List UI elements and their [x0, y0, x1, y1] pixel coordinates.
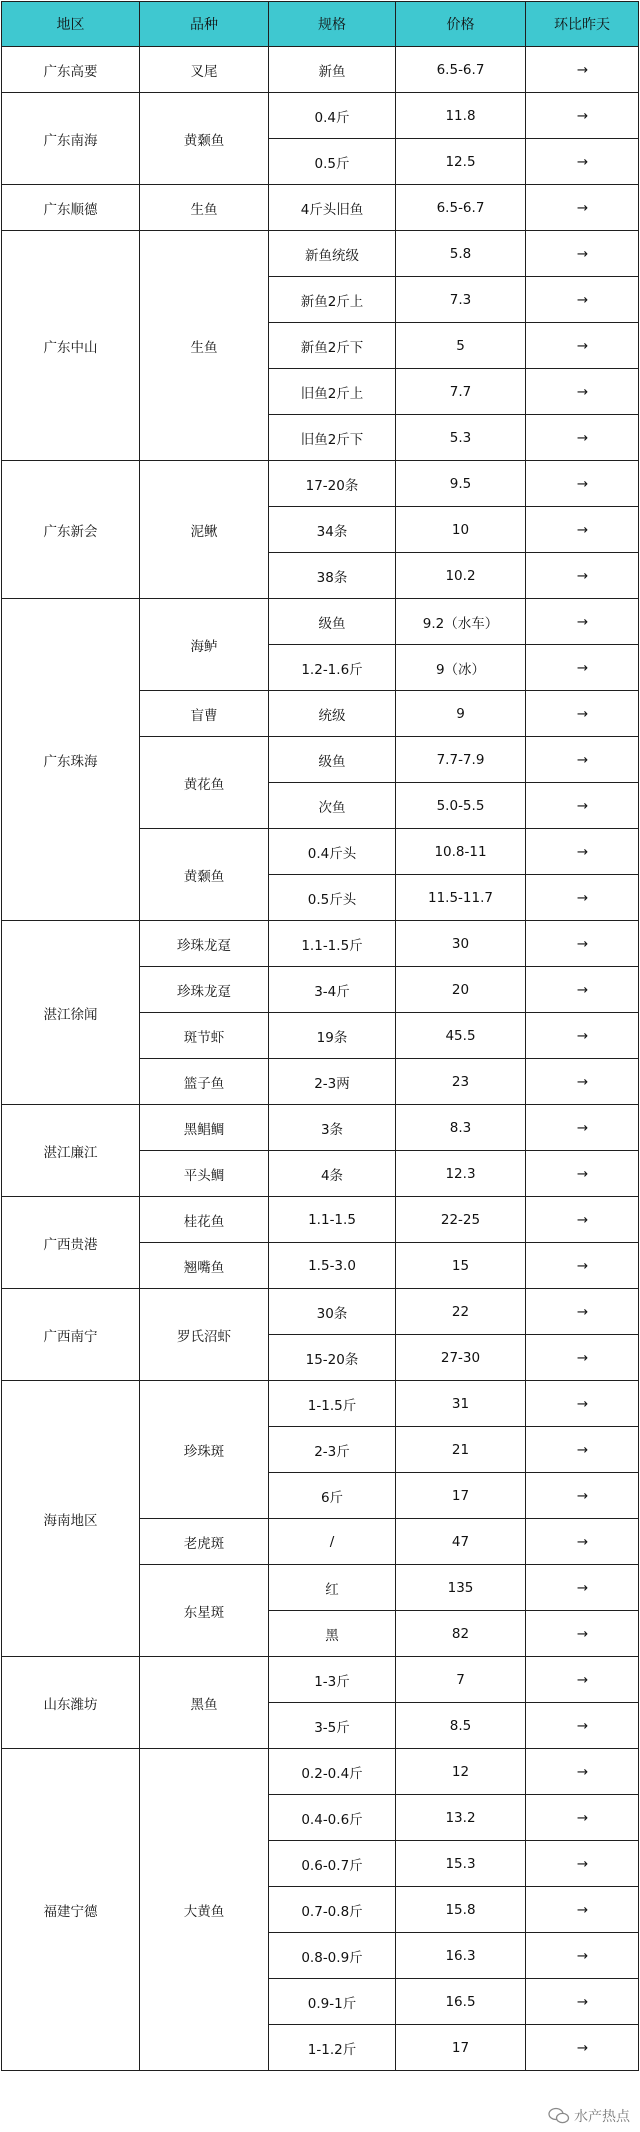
trend-arrow-icon: →: [526, 1427, 639, 1473]
spec-cell: 1-3斤: [269, 1657, 396, 1703]
price-cell: 27-30: [396, 1335, 526, 1381]
spec-cell: 0.6-0.7斤: [269, 1841, 396, 1887]
header-row: [2, 2, 639, 47]
spec-cell: 0.2-0.4斤: [269, 1749, 396, 1795]
trend-arrow-icon: →: [526, 691, 639, 737]
price-cell: 23: [396, 1059, 526, 1105]
spec-cell: 0.7-0.8斤: [269, 1887, 396, 1933]
variety-cell: 海鲈: [140, 599, 269, 691]
region-cell: 海南地区: [2, 1381, 140, 1657]
trend-arrow-icon: →: [526, 2025, 639, 2071]
variety-cell: 生鱼: [140, 185, 269, 231]
price-cell: 135: [396, 1565, 526, 1611]
trend-arrow-icon: →: [526, 415, 639, 461]
trend-arrow-icon: →: [526, 1381, 639, 1427]
price-cell: 8.3: [396, 1105, 526, 1151]
variety-cell: 珍珠龙趸: [140, 967, 269, 1013]
trend-arrow-icon: →: [526, 231, 639, 277]
price-cell: 6.5-6.7: [396, 47, 526, 93]
trend-arrow-icon: →: [526, 921, 639, 967]
price-cell: 5: [396, 323, 526, 369]
trend-arrow-icon: →: [526, 1243, 639, 1289]
trend-arrow-icon: →: [526, 1289, 639, 1335]
spec-cell: 次鱼: [269, 783, 396, 829]
header-price: 价格: [396, 2, 526, 47]
variety-cell: 大黄鱼: [140, 1749, 269, 2071]
price-cell: 16.5: [396, 1979, 526, 2025]
spec-cell: 2-3斤: [269, 1427, 396, 1473]
table-row: [2, 1105, 639, 1151]
spec-cell: 3-4斤: [269, 967, 396, 1013]
table-row: [2, 461, 639, 507]
wechat-icon: [548, 2107, 570, 2125]
price-cell: 21: [396, 1427, 526, 1473]
price-cell: 31: [396, 1381, 526, 1427]
table-body: [2, 47, 639, 2071]
spec-cell: 1-1.5斤: [269, 1381, 396, 1427]
spec-cell: 新鱼: [269, 47, 396, 93]
table-row: [2, 1289, 639, 1335]
spec-cell: 统级: [269, 691, 396, 737]
price-cell: 5.3: [396, 415, 526, 461]
variety-cell: 黄颡鱼: [140, 829, 269, 921]
spec-cell: 旧鱼2斤上: [269, 369, 396, 415]
variety-cell: 篮子鱼: [140, 1059, 269, 1105]
trend-arrow-icon: →: [526, 507, 639, 553]
trend-arrow-icon: →: [526, 1105, 639, 1151]
region-cell: 广东高要: [2, 47, 140, 93]
table-row: [2, 1381, 639, 1427]
price-cell: 6.5-6.7: [396, 185, 526, 231]
table-header: [2, 2, 639, 47]
price-cell: 82: [396, 1611, 526, 1657]
table-row: [2, 185, 639, 231]
spec-cell: 0.9-1斤: [269, 1979, 396, 2025]
spec-cell: 34条: [269, 507, 396, 553]
variety-cell: 泥鳅: [140, 461, 269, 599]
region-cell: 湛江徐闻: [2, 921, 140, 1105]
trend-arrow-icon: →: [526, 1013, 639, 1059]
spec-cell: 3-5斤: [269, 1703, 396, 1749]
price-cell: 12.3: [396, 1151, 526, 1197]
variety-cell: 黑鲳鲷: [140, 1105, 269, 1151]
trend-arrow-icon: →: [526, 1059, 639, 1105]
trend-arrow-icon: →: [526, 1703, 639, 1749]
spec-cell: 0.5斤头: [269, 875, 396, 921]
variety-cell: 翘嘴鱼: [140, 1243, 269, 1289]
variety-cell: 斑节虾: [140, 1013, 269, 1059]
region-cell: 福建宁德: [2, 1749, 140, 2071]
trend-arrow-icon: →: [526, 875, 639, 921]
variety-cell: 珍珠斑: [140, 1381, 269, 1519]
trend-arrow-icon: →: [526, 1979, 639, 2025]
region-cell: 湛江廉江: [2, 1105, 140, 1197]
price-cell: 15: [396, 1243, 526, 1289]
price-cell: 5.8: [396, 231, 526, 277]
spec-cell: 1.2-1.6斤: [269, 645, 396, 691]
region-cell: 广东新会: [2, 461, 140, 599]
price-cell: 5.0-5.5: [396, 783, 526, 829]
spec-cell: 黑: [269, 1611, 396, 1657]
table-row: [2, 1197, 639, 1243]
trend-arrow-icon: →: [526, 1657, 639, 1703]
table-row: [2, 1657, 639, 1703]
trend-arrow-icon: →: [526, 1519, 639, 1565]
region-cell: 广西贵港: [2, 1197, 140, 1289]
region-cell: 广东顺德: [2, 185, 140, 231]
variety-cell: 盲曹: [140, 691, 269, 737]
trend-arrow-icon: →: [526, 1473, 639, 1519]
spec-cell: 红: [269, 1565, 396, 1611]
header-spec: 规格: [269, 2, 396, 47]
spec-cell: 17-20条: [269, 461, 396, 507]
spec-cell: /: [269, 1519, 396, 1565]
price-cell: 12.5: [396, 139, 526, 185]
trend-arrow-icon: →: [526, 369, 639, 415]
trend-arrow-icon: →: [526, 1841, 639, 1887]
price-table: [1, 1, 639, 2071]
variety-cell: 生鱼: [140, 231, 269, 461]
variety-cell: 叉尾: [140, 47, 269, 93]
trend-arrow-icon: →: [526, 1565, 639, 1611]
trend-arrow-icon: →: [526, 645, 639, 691]
region-cell: 广西南宁: [2, 1289, 140, 1381]
trend-arrow-icon: →: [526, 1611, 639, 1657]
price-cell: 15.3: [396, 1841, 526, 1887]
spec-cell: 38条: [269, 553, 396, 599]
watermark-text: 水产热点: [574, 2109, 630, 2125]
price-cell: 9.2（水车）: [396, 599, 526, 645]
price-cell: 7: [396, 1657, 526, 1703]
trend-arrow-icon: →: [526, 599, 639, 645]
spec-cell: 4斤头旧鱼: [269, 185, 396, 231]
trend-arrow-icon: →: [526, 323, 639, 369]
trend-arrow-icon: →: [526, 783, 639, 829]
trend-arrow-icon: →: [526, 1335, 639, 1381]
spec-cell: 0.4-0.6斤: [269, 1795, 396, 1841]
price-cell: 7.7: [396, 369, 526, 415]
header-variety: 品种: [140, 2, 269, 47]
variety-cell: 平头鲷: [140, 1151, 269, 1197]
variety-cell: 老虎斑: [140, 1519, 269, 1565]
spec-cell: 6斤: [269, 1473, 396, 1519]
spec-cell: 级鱼: [269, 737, 396, 783]
spec-cell: 新鱼2斤下: [269, 323, 396, 369]
trend-arrow-icon: →: [526, 185, 639, 231]
price-cell: 9: [396, 691, 526, 737]
spec-cell: 0.4斤头: [269, 829, 396, 875]
trend-arrow-icon: →: [526, 277, 639, 323]
price-cell: 45.5: [396, 1013, 526, 1059]
spec-cell: 30条: [269, 1289, 396, 1335]
spec-cell: 3条: [269, 1105, 396, 1151]
price-cell: 10.8-11: [396, 829, 526, 875]
spec-cell: 2-3两: [269, 1059, 396, 1105]
price-cell: 10.2: [396, 553, 526, 599]
region-cell: 广东南海: [2, 93, 140, 185]
watermark: [548, 2106, 630, 2126]
price-cell: 22-25: [396, 1197, 526, 1243]
spec-cell: 旧鱼2斤下: [269, 415, 396, 461]
price-cell: 15.8: [396, 1887, 526, 1933]
trend-arrow-icon: →: [526, 967, 639, 1013]
price-cell: 11.8: [396, 93, 526, 139]
header-region: 地区: [2, 2, 140, 47]
price-cell: 13.2: [396, 1795, 526, 1841]
price-cell: 10: [396, 507, 526, 553]
trend-arrow-icon: →: [526, 1197, 639, 1243]
header-trend: 环比昨天: [526, 2, 639, 47]
price-cell: 7.3: [396, 277, 526, 323]
price-cell: 30: [396, 921, 526, 967]
spec-cell: 19条: [269, 1013, 396, 1059]
table-row: [2, 93, 639, 139]
variety-cell: 东星斑: [140, 1565, 269, 1657]
trend-arrow-icon: →: [526, 1933, 639, 1979]
price-cell: 7.7-7.9: [396, 737, 526, 783]
trend-arrow-icon: →: [526, 1887, 639, 1933]
variety-cell: 罗氏沼虾: [140, 1289, 269, 1381]
price-cell: 12: [396, 1749, 526, 1795]
price-cell: 9.5: [396, 461, 526, 507]
price-cell: 47: [396, 1519, 526, 1565]
variety-cell: 珍珠龙趸: [140, 921, 269, 967]
price-cell: 16.3: [396, 1933, 526, 1979]
trend-arrow-icon: →: [526, 829, 639, 875]
spec-cell: 1.1-1.5斤: [269, 921, 396, 967]
price-cell: 22: [396, 1289, 526, 1335]
trend-arrow-icon: →: [526, 1795, 639, 1841]
table-row: [2, 921, 639, 967]
price-cell: 20: [396, 967, 526, 1013]
spec-cell: 0.4斤: [269, 93, 396, 139]
table-row: [2, 231, 639, 277]
spec-cell: 15-20条: [269, 1335, 396, 1381]
table-row: [2, 599, 639, 645]
variety-cell: 黄颡鱼: [140, 93, 269, 185]
price-cell: 17: [396, 1473, 526, 1519]
region-cell: 广东中山: [2, 231, 140, 461]
trend-arrow-icon: →: [526, 139, 639, 185]
price-cell: 11.5-11.7: [396, 875, 526, 921]
trend-arrow-icon: →: [526, 93, 639, 139]
spec-cell: 新鱼2斤上: [269, 277, 396, 323]
region-cell: 山东潍坊: [2, 1657, 140, 1749]
spec-cell: 1.1-1.5: [269, 1197, 396, 1243]
spec-cell: 新鱼统级: [269, 231, 396, 277]
spec-cell: 1-1.2斤: [269, 2025, 396, 2071]
variety-cell: 黄花鱼: [140, 737, 269, 829]
table-row: [2, 47, 639, 93]
trend-arrow-icon: →: [526, 1749, 639, 1795]
spec-cell: 0.8-0.9斤: [269, 1933, 396, 1979]
spec-cell: 0.5斤: [269, 139, 396, 185]
table-row: [2, 1749, 639, 1795]
trend-arrow-icon: →: [526, 47, 639, 93]
spec-cell: 1.5-3.0: [269, 1243, 396, 1289]
variety-cell: 黑鱼: [140, 1657, 269, 1749]
trend-arrow-icon: →: [526, 553, 639, 599]
region-cell: 广东珠海: [2, 599, 140, 921]
variety-cell: 桂花鱼: [140, 1197, 269, 1243]
trend-arrow-icon: →: [526, 737, 639, 783]
price-cell: 9（冰）: [396, 645, 526, 691]
price-cell: 8.5: [396, 1703, 526, 1749]
price-cell: 17: [396, 2025, 526, 2071]
spec-cell: 4条: [269, 1151, 396, 1197]
trend-arrow-icon: →: [526, 1151, 639, 1197]
spec-cell: 级鱼: [269, 599, 396, 645]
trend-arrow-icon: →: [526, 461, 639, 507]
